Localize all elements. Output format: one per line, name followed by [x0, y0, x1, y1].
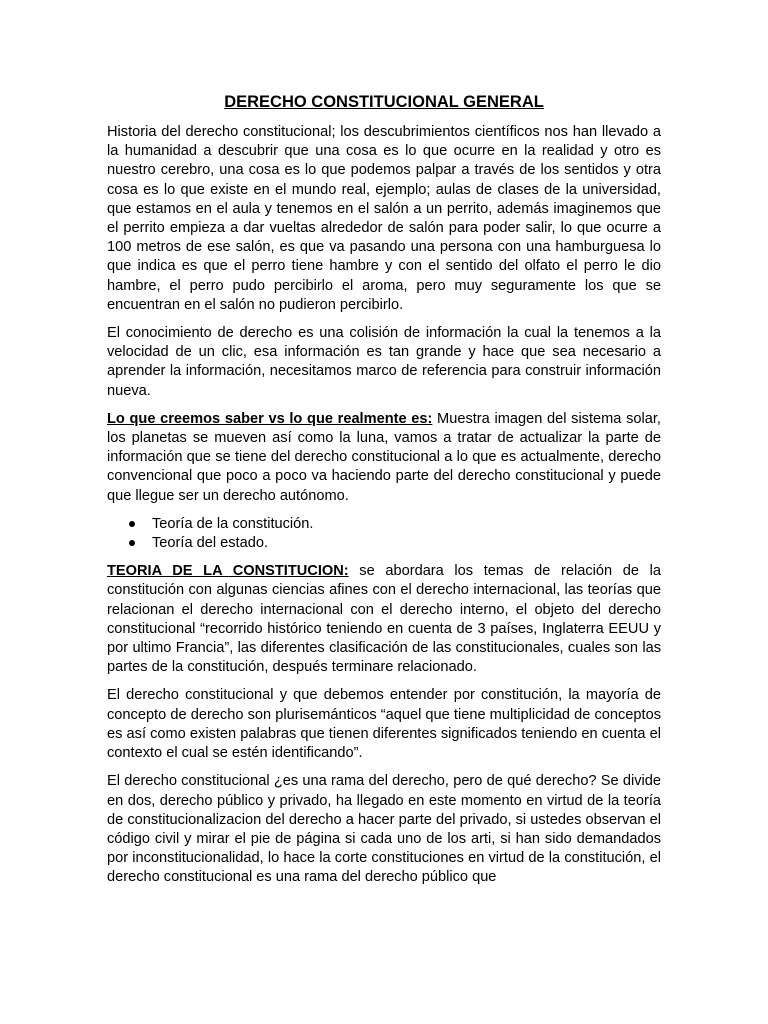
heading-lo-que-creemos: Lo que creemos saber vs lo que realmente es:: [107, 410, 433, 427]
paragraph-rama-derecho: El derecho constitucional ¿es una rama del derecho, pero de qué derecho? Se divide en dos, derecho público y privado, ha llegado en este momento en virtud de la teoría de constitucionalizacion del derecho a hacer parte del privado, si ustedes observan el código civil y mirar el pie de página si cada uno de los arti, si han sido demandados por inconstitucionalidad, lo hace la corte constituciones en virtud de la constitución, el derecho constitucional es una rama del derecho público que: [107, 773, 661, 886]
heading-teoria-constitucion: TEORIA DE LA CONSTITUCION:: [107, 563, 349, 580]
bullet-icon: [129, 540, 135, 546]
paragraph-conocimiento: El conocimiento de derecho es una colisión de información la cual la tenemos a la velocidad de un clic, esa información es tan grande y hace que sea necesario a aprender la información, necesitamos marco de referencia para construir información nueva.: [107, 325, 661, 399]
bullet-item-text: Teoría de la constitución.: [152, 515, 314, 532]
bullet-item: [107, 534, 661, 553]
bullet-icon: [129, 521, 135, 527]
paragraph-lo-que-creemos-body: Muestra imagen del sistema solar, los planetas se mueven así como la luna, vamos a tratar de actualizar la parte de información que se tiene del derecho constitucional a lo que es actualmente, derecho convencional que poco a poco va haciendo parte del derecho constitucional y puede que llegue ser un derecho autónomo.: [107, 410, 661, 504]
document-title: DERECHO CONSTITUCIONAL GENERAL: [224, 93, 544, 111]
paragraph-teoria-constitucion-body: se abordara los temas de relación de la constitución con algunas ciencias afines con el derecho internacional, las teorías que relacionan el derecho internacional con el derecho interno, el objeto del derecho constitucional “recorrido histórico teniendo en cuenta de 3 países, Inglaterra EEUU y por ultimo Francia”, las diferentes clasificación de las constitucionales, cuales son las partes de la constitución, después terminare relacionado.: [107, 563, 661, 676]
paragraph-teoria-constitucion: [107, 562, 661, 677]
paragraph-derecho-constitucional: El derecho constitucional y que debemos entender por constitución, la mayoría de concepto de derecho son plurisemánticos “aquel que tiene multiplicidad de conceptos es así como existen palabras que tienen diferentes significados teniendo en cuenta el contexto el cual se estén identificando”.: [107, 687, 661, 762]
bullet-list: [107, 515, 661, 553]
paragraph-lo-que-creemos: [107, 410, 661, 506]
bullet-item: [107, 515, 661, 534]
paragraph-historia: Historia del derecho constitucional; los descubrimientos científicos nos han llevado a la humanidad a descubrir que una cosa es lo que ocurre en la realidad y otro es nuestro cerebro, una cosa es lo que podemos palpar a través de los sentidos y otra cosa es lo que existe en el mundo real, ejemplo; aulas de clases de la universidad, que estamos en el aula y tenemos en el salón a un perrito, además imaginemos que el perrito empieza a dar vueltas alrededor de salón para poder salir, lo que ocurre a 100 metros de ese salón, es que va pasando una persona con una hamburguesa lo que indica es que el perro tiene hambre y con el sentido del olfato el perro le dio hambre, el perro pudo percibirlo el aroma, pero muy seguramente los que se encuentran en el salón no pudieron percibirlo.: [107, 124, 661, 313]
bullet-item-text: Teoría del estado.: [152, 535, 269, 552]
